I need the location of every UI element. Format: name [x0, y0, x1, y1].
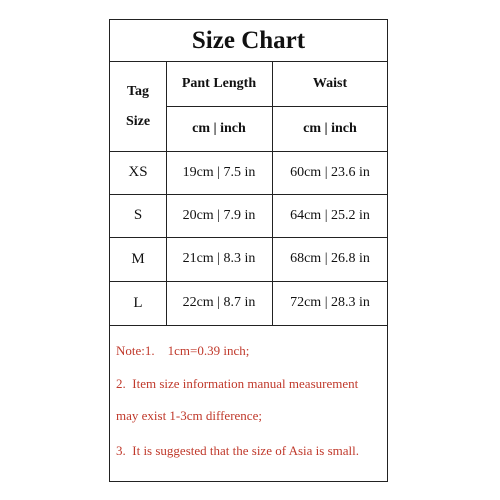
table-row-size: L — [133, 294, 143, 311]
table-row-size: S — [133, 207, 143, 223]
table-row-waist: 72cm | 28.3 in — [290, 295, 370, 310]
table-bottom-line — [110, 325, 387, 326]
waist-unit: cm | inch — [303, 120, 357, 136]
page-title: Size Chart — [110, 20, 387, 62]
table-row-pant-length: 20cm | 7.9 in — [182, 207, 256, 223]
table-row-waist: 60cm | 23.6 in — [290, 164, 370, 180]
pant-length-unit: cm | inch — [192, 120, 246, 136]
tag-size-header — [110, 62, 166, 151]
table-row-pant-length: 19cm | 7.5 in — [182, 164, 256, 180]
size-label: Size — [125, 113, 151, 129]
note-line-1: Note:1. 1cm=0.39 inch; — [116, 343, 250, 358]
table-row-waist: 64cm | 25.2 in — [290, 207, 370, 223]
table-row-pant-length: 22cm | 8.7 in — [182, 295, 256, 310]
note-line-4: 3. It is suggested that the size of Asia is small. — [116, 443, 359, 458]
pant-length-header: Pant Length — [181, 76, 257, 91]
note-line-3: may exist 1-3cm difference; — [116, 408, 262, 423]
table-row-waist: 68cm | 26.8 in — [290, 251, 370, 266]
tag-label: Tag — [126, 83, 150, 99]
waist-header: Waist — [312, 76, 348, 91]
table-row-pant-length: 21cm | 8.3 in — [182, 251, 256, 266]
size-chart-frame — [109, 19, 388, 482]
note-line-2: 2. Item size information manual measurement — [116, 376, 359, 391]
table-row-size: XS — [128, 164, 148, 180]
table-row-size: M — [131, 250, 145, 267]
